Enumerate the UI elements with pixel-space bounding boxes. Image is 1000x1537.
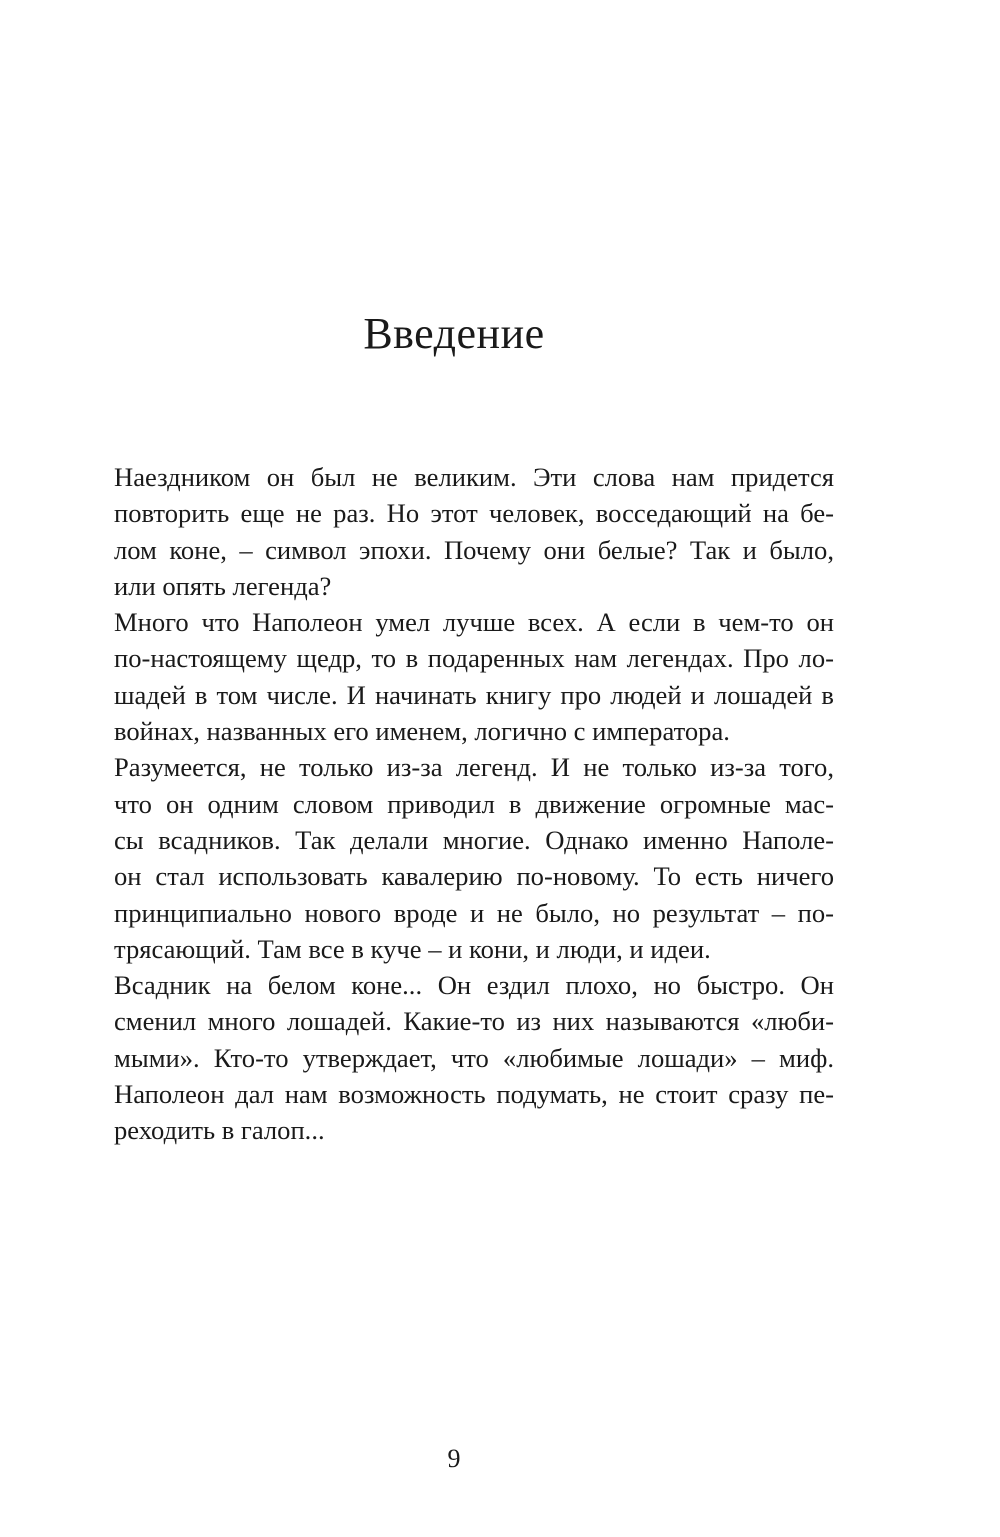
text-line: или опять легенда? <box>114 570 332 601</box>
body-text <box>76 459 834 1149</box>
text-line: Разумеется, не только из-за легенд. И не только из-за того, <box>114 752 834 783</box>
paragraph-3 <box>76 749 834 967</box>
text-line: по-настоящему щедр, то в подаренных нам легендах. Про ло- <box>114 643 834 674</box>
paragraph-2 <box>76 604 834 749</box>
paragraph-4 <box>76 967 834 1148</box>
text-line: трясающий. Там все в куче – и кони, и люди, и идеи. <box>114 933 711 964</box>
text-line: реходить в галоп... <box>114 1115 325 1146</box>
text-line: шадей в том числе. И начинать книгу про людей и лошадей в <box>114 679 834 710</box>
chapter-title: Введение <box>363 309 545 358</box>
text-line: Наездником он был не великим. Эти слова нам придется <box>114 462 834 492</box>
text-line: войнах, названных его именем, логично с императора. <box>114 716 730 747</box>
text-line: лом коне, – символ эпохи. Почему они белые? Так и было, <box>114 534 834 565</box>
text-line: сы всадников. Так делали многие. Однако именно Наполе- <box>114 824 834 855</box>
text-line: сменил много лошадей. Какие-то из них называются «люби- <box>114 1006 834 1037</box>
text-line: Наполеон дал нам возможность подумать, не стоит сразу пе- <box>114 1079 834 1110</box>
text-line: он стал использовать кавалерию по-новому. То есть ничего <box>114 861 834 892</box>
text-line: повторить еще не раз. Но этот человек, восседающий на бе- <box>114 498 834 529</box>
paragraph-1 <box>76 459 834 604</box>
text-line: Всадник на белом коне... Он ездил плохо, но быстро. Он <box>114 970 834 1001</box>
text-line: Много что Наполеон умел лучше всех. А если в чем-то он <box>114 607 834 638</box>
text-line: мыми». Кто-то утверждает, что «любимые лошади» – миф. <box>114 1042 834 1073</box>
page-number: 9 <box>447 1444 461 1473</box>
text-line: принципиально нового вроде и не было, но результат – по- <box>114 897 834 928</box>
text-line: что он одним словом приводил в движение огромные мас- <box>114 788 834 819</box>
